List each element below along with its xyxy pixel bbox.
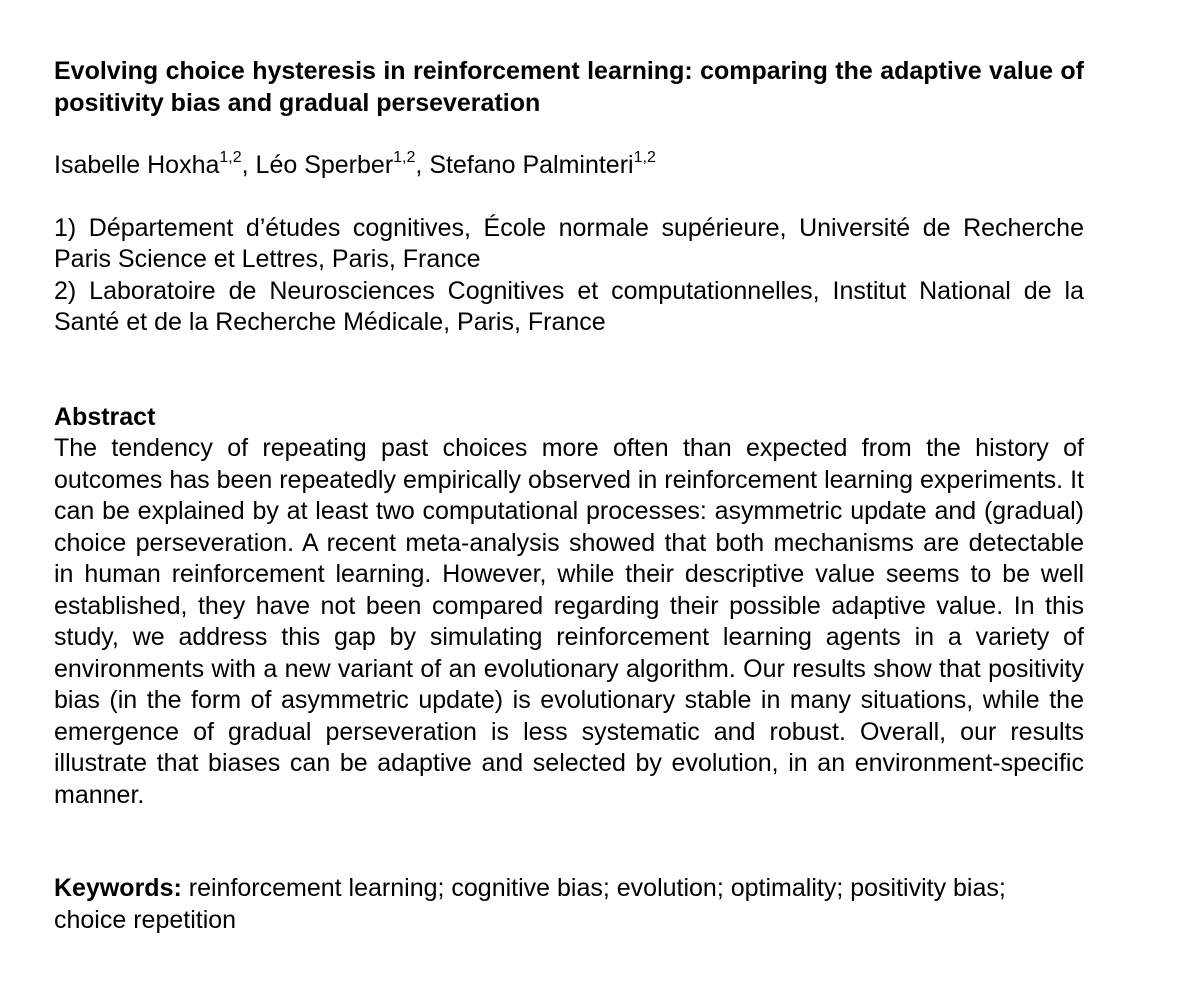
author-affiliation-marker: 1,2 (219, 148, 242, 166)
abstract-text: The tendency of repeating past choices more often than expected from the history of outcomes has been repeatedly empirically observed in reinforcement learning experiments. It can be explained by at least two computational processes: asymmetric update and (gradual) choice perseveration. A recent meta-analysis showed that both mechanisms are detectable in human reinforcement learning. However, while their descriptive value seems to be well established, they have not been compared regarding their possible adaptive value. In this study, we address this gap by simulating reinforcement learning agents in a variety of environments with a new variant of an evolutionary algorithm. Our results show that positivity bias (in the form of asymmetric update) is evolutionary stable in many situations, while the emergence of gradual perseveration is less systematic and robust. Overall, our results illustrate that biases can be adaptive and selected by evolution, in an environment-specific manner. (54, 434, 1084, 809)
author-affiliation-marker: 1,2 (633, 148, 656, 166)
author-name: Isabelle Hoxha (54, 151, 220, 179)
author-affiliation-marker: 1,2 (393, 148, 416, 166)
paper-title: Evolving choice hysteresis in reinforcement learning: comparing the adaptive value of positivity bias and gradual perseveration (54, 57, 1084, 117)
affiliation-2: 2) Laboratoire de Neurosciences Cognitives et computationnelles, Institut National de la Santé et de la Recherche Médicale, Paris, France (54, 276, 1084, 336)
author-name: Stefano Palminteri (429, 151, 634, 179)
author-separator: , (415, 151, 430, 179)
paper-first-page (54, 56, 1084, 936)
author-separator: , (241, 151, 256, 179)
keywords-label: Keywords: (54, 874, 182, 902)
affiliation-list (54, 213, 1084, 339)
author-name: Léo Sperber (255, 151, 394, 179)
author-list (54, 150, 1084, 182)
abstract-heading: Abstract (54, 402, 156, 431)
keywords (54, 873, 1084, 936)
keywords-text: reinforcement learning; cognitive bias; evolution; optimality; positivity bias; choice repetition (54, 874, 1006, 934)
affiliation-1: 1) Département d’études cognitives, École normale supérieure, Université de Recherche Paris Science et Lettres, Paris, France (54, 213, 1084, 273)
